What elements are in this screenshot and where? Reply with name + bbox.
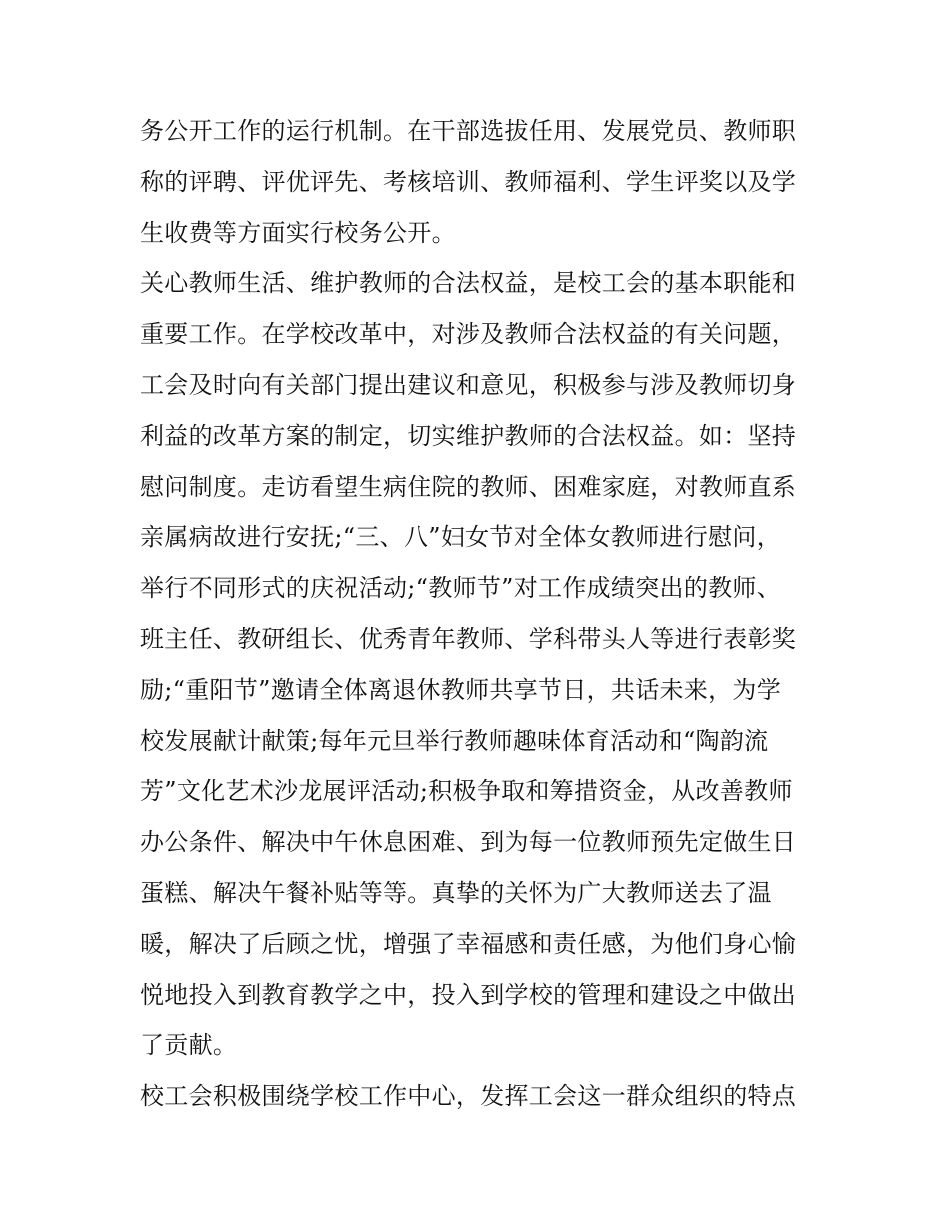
text-line: 校发展献计献策;每年元旦举行教师趣味体育活动和“陶韵流: [140, 726, 769, 755]
text-line: 办公条件、解决中午休息困难、到为每一位教师预先定做生日: [140, 828, 797, 857]
text-line: 了贡献。: [140, 1031, 238, 1060]
text-line: 举行不同形式的庆祝活动;“教师节”对工作成绩突出的教师、: [140, 574, 782, 603]
text-line: 务公开工作的运行机制。在干部选拔任用、发展党员、教师职: [140, 117, 797, 145]
text-line: 蛋糕、解决午餐补贴等等。真挚的关怀为广大教师送去了温: [140, 878, 772, 907]
text-line: 利益的改革方案的制定，切实维护教师的合法权益。如：坚持: [140, 421, 797, 450]
body-text: [140, 106, 820, 1122]
text-line: 工会及时向有关部门提出建议和意见，积极参与涉及教师切身: [140, 370, 797, 399]
text-line: 校工会积极围绕学校工作中心，发挥工会这一群众组织的特点: [140, 1082, 797, 1111]
text-line: 称的评聘、评优评先、考核培训、教师福利、学生评奖以及学: [140, 167, 797, 196]
text-line: 慰问制度。走访看望生病住院的教师、困难家庭，对教师直系: [140, 472, 797, 501]
text-line: 芳”文化艺术沙龙展评活动;积极争取和筹措资金，从改善教师: [140, 777, 793, 806]
text-line: 重要工作。在学校改革中，对涉及教师合法权益的有关问题，: [140, 320, 797, 349]
text-line: 暖，解决了后顾之忧，增强了幸福感和责任感，为他们身心愉: [140, 929, 797, 958]
text-line: 关心教师生活、维护教师的合法权益，是校工会的基本职能和: [140, 269, 797, 298]
text-line: 亲属病故进行安抚;“三、八”妇女节对全体女教师进行慰问，: [140, 523, 782, 552]
text-line: 悦地投入到教育教学之中，投入到学校的管理和建设之中做出: [140, 980, 797, 1009]
text-line: 励;“重阳节”邀请全体离退休教师共享节日，共话未来，为学: [140, 675, 782, 704]
text-line: 班主任、教研组长、优秀青年教师、学科带头人等进行表彰奖: [140, 624, 797, 653]
text-line: 生收费等方面实行校务公开。: [140, 218, 456, 247]
